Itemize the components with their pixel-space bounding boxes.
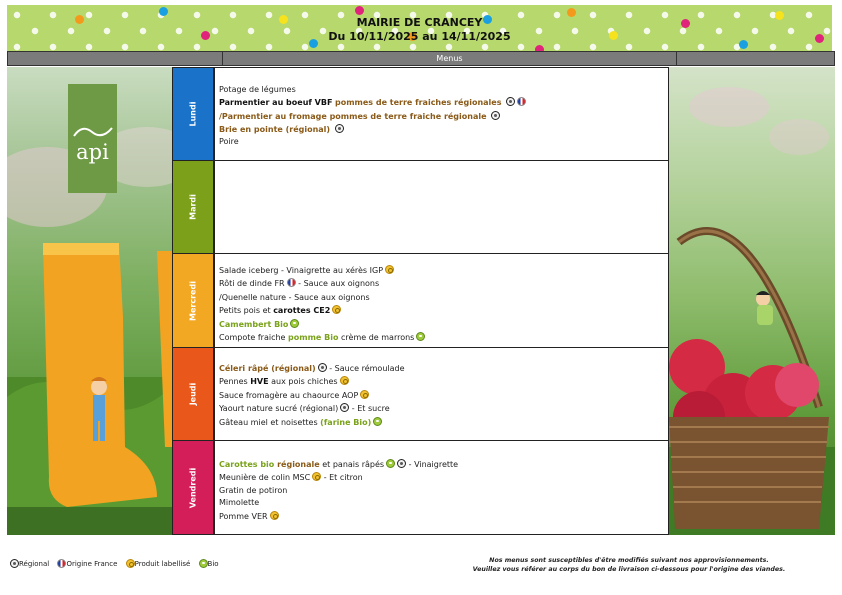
menu-lundi: [214, 67, 669, 161]
day-name: Jeudi: [188, 382, 198, 406]
menu-line: Céleri râpé (régional) - Sauce rémoulade: [219, 364, 405, 373]
bio-icon: [290, 319, 299, 328]
date-range: Du 10/11/2025 au 14/11/2025: [328, 30, 511, 43]
legend-regional: Régional: [19, 560, 50, 568]
france-flag-icon: [287, 278, 296, 287]
menu-line: Carottes bio régionale et panais râpés - Vinaigrette: [219, 460, 459, 469]
regional-icon: [335, 124, 344, 133]
day-name: Mercredi: [188, 280, 198, 321]
day-label-mercredi: [172, 253, 214, 348]
regional-icon: [10, 559, 19, 568]
api-logo: [68, 84, 117, 193]
menu-line: Sauce fromagère au chaource AOP: [219, 389, 668, 402]
menu-line: /Parmentier au fromage pommes de terre fraiche régionale: [219, 110, 668, 123]
day-name: Mardi: [188, 194, 198, 220]
boots-photo: [7, 67, 172, 535]
page-title: MAIRIE DE CRANCEY: [356, 16, 483, 29]
regional-icon: [318, 363, 327, 372]
menu-line: Parmentier au boeuf VBF pommes de terre fraiches régionales: [219, 96, 668, 109]
regional-icon: [491, 111, 500, 120]
france-flag-icon: [517, 97, 526, 106]
bio-icon: [416, 332, 425, 341]
regional-icon: [506, 97, 515, 106]
menu-line: Rôti de dinde FR - Sauce aux oignons: [219, 279, 380, 289]
notice-line: Nos menus sont susceptibles d'être modifiés suivant nos approvisionnements.: [489, 557, 769, 564]
day-label-jeudi: [172, 347, 214, 441]
menu-line: Mimolette: [219, 497, 260, 507]
legend-bio: Bio: [207, 560, 219, 568]
menu-line: /Quenelle nature - Sauce aux oignons: [219, 292, 370, 302]
menus-header-bar: [7, 51, 835, 66]
bio-icon: [373, 417, 382, 426]
legend-labellise: Produit labellisé: [134, 560, 191, 568]
legend-origine-france: Origine France: [66, 560, 118, 568]
label-icon: [270, 511, 279, 520]
label-icon: [126, 559, 135, 568]
day-name: Vendredi: [188, 467, 198, 508]
menu-line: Compote fraiche pomme Bio crème de marrons: [219, 331, 668, 344]
menus-label: Menus: [222, 52, 677, 65]
menu-line: Brie en pointe (régional): [219, 123, 668, 136]
api-logo-text: api: [76, 140, 109, 164]
bio-icon: [386, 459, 395, 468]
label-icon: [385, 265, 394, 274]
disclaimer-notice: [448, 556, 810, 574]
bio-icon: [199, 559, 208, 568]
notice-line: Veuillez vous référer au corps du bon de livraison ci-dessous pour l'origine des viandes.: [472, 566, 786, 573]
day-label-vendredi: [172, 440, 214, 535]
label-icon: [332, 305, 341, 314]
regional-icon: [340, 403, 349, 412]
regional-icon: [397, 459, 406, 468]
menu-line: Potage de légumes: [219, 85, 296, 94]
day-label-mardi: [172, 160, 214, 254]
menu-line: Gratin de potiron: [219, 485, 288, 495]
menu-line: Salade iceberg - Vinaigrette au xérès IGP: [219, 264, 668, 277]
label-icon: [312, 472, 321, 481]
menu-line: Pomme VER: [219, 510, 668, 523]
menu-line: Petits pois et carottes CE2: [219, 304, 668, 317]
header-banner: [7, 5, 832, 51]
menu-line: Pennes HVE aux pois chiches: [219, 375, 668, 388]
menu-vendredi: [214, 440, 669, 535]
legend: [8, 559, 223, 569]
day-name: Lundi: [188, 101, 198, 127]
menu-line: Yaourt nature sucré (régional) - Et sucre: [219, 404, 390, 414]
menu-line: Camembert Bio: [219, 318, 668, 331]
menu-mercredi: [214, 253, 669, 348]
menu-mardi: [214, 160, 669, 254]
menu-line: Poire: [219, 136, 239, 146]
apple-basket-illustration: [669, 67, 835, 535]
apple-basket-photo: [669, 67, 835, 535]
label-icon: [360, 390, 369, 399]
menu-line: Gâteau miel et noisettes (farine Bio): [219, 416, 668, 429]
menu-line: Meunière de colin MSC - Et citron: [219, 473, 363, 483]
day-label-lundi: [172, 67, 214, 161]
menu-jeudi: [214, 347, 669, 441]
label-icon: [340, 376, 349, 385]
